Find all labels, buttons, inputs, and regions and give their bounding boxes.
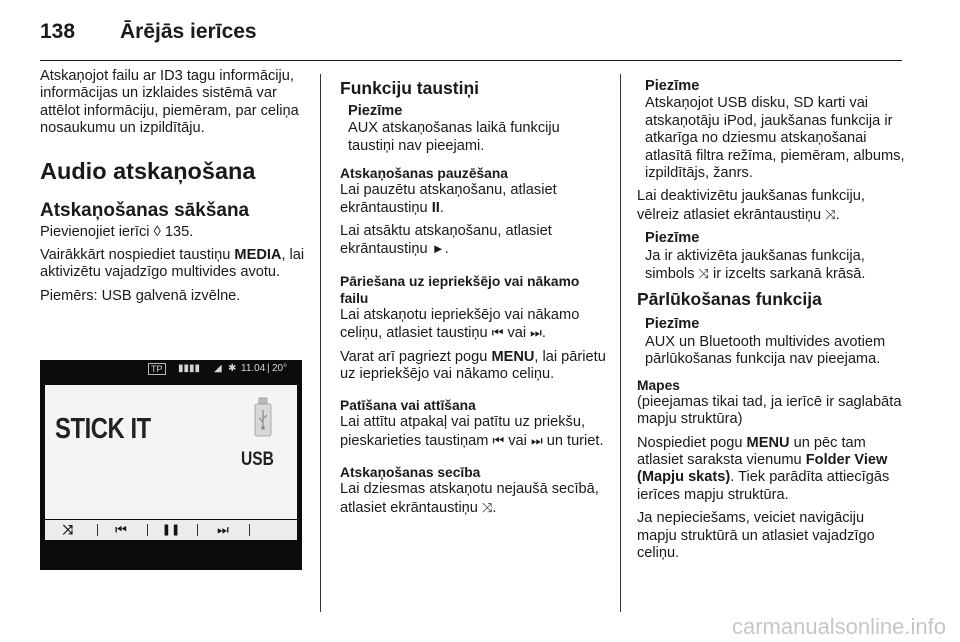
deactivate-shuffle-paragraph: Lai deaktivizētu jaukšanas funkciju, vēlreiz atlasiet ekrāntaustiņu ⤨. <box>637 188 865 223</box>
column-divider-1 <box>320 74 321 612</box>
pause-paragraph: Lai pauzētu atskaņošanu, atlasiet ekrāntaustiņu II. <box>340 182 557 216</box>
play-icon: ► <box>431 241 445 257</box>
reference-paragraph: Pievienojiet ierīci ◊ 135. <box>40 223 194 240</box>
tp-indicator: TP <box>148 363 166 375</box>
heading-pause: Atskaņošanas pauzēšana <box>340 166 508 182</box>
pause-icon[interactable]: ❚❚ <box>161 524 181 536</box>
temperature: 20° <box>272 363 288 374</box>
divider <box>97 524 98 536</box>
fast-forward-paragraph: Lai attītu atpakaļ vai patītu uz priekšu, pieskarieties taustiņam ⏮ vai ⏭ un turiet. <box>340 414 604 449</box>
watermark: carmanualsonline.info <box>731 614 946 639</box>
note-shuffle-highlight: Piezīme Ja ir aktivizēta jaukšanas funkcija, simbols ⤨ ir izcelts sarkanā krāsā. <box>645 230 866 283</box>
resume-paragraph: Lai atsāktu atskaņošanu, atlasiet ekrāntaustiņu ►. <box>340 223 552 258</box>
screen-display <box>45 385 297 519</box>
control-bar <box>45 520 297 540</box>
previous-track-icon: ⏮ <box>491 325 504 341</box>
navigation-paragraph: Ja nepieciešams, veiciet navigāciju mapju struktūrā un atlasiet vajadzīgo celiņu. <box>637 510 875 561</box>
shuffle-icon: ⤨ <box>698 266 709 282</box>
example-caption: Piemērs: USB galvenā izvēlne. <box>40 287 241 304</box>
column-1 <box>40 68 306 311</box>
page-reference-link[interactable]: 135. <box>164 223 194 240</box>
folder-view-label: Folder View (Mapju skats) <box>637 451 888 486</box>
section-heading-audio: Audio atskaņošana <box>40 157 256 184</box>
divider <box>197 524 198 536</box>
previous-track-icon: ⏮ <box>492 432 505 448</box>
section-heading-browse: Pārlūkošanas funkcija <box>637 289 822 310</box>
clock: 11.04 <box>241 363 266 374</box>
divider <box>249 524 250 536</box>
menu-paragraph: Varat arī pagriezt pogu MENU, lai pārietu uz iepriekšējo vai nākamo celiņu. <box>340 348 606 383</box>
heading-skip: Pāriešana uz iepriekšējo vai nākamo failu <box>340 273 580 306</box>
column-divider-2 <box>620 74 621 612</box>
note-browse: Piezīme AUX un Bluetooth multivides avotiem pārlūkošanas funkcija nav pieejama. <box>645 316 886 368</box>
divider <box>147 524 148 536</box>
next-track-icon: ⏭ <box>530 432 543 448</box>
track-title: STICK IT <box>55 413 151 445</box>
heading-play-order: Atskaņošanas secība <box>340 465 481 481</box>
bluetooth-icon: ✱ <box>228 363 237 374</box>
heading-folders: Mapes <box>637 377 680 393</box>
folders-paragraph: (pieejamas tikai tad, ja ierīcē ir saglabāta mapju struktūra) <box>637 393 902 428</box>
usb-stick-icon <box>250 397 276 437</box>
press-menu-paragraph: Nospiediet pogu MENU un pēc tam atlasiet saraksta vienumu Folder View (Mapju skats). Tiek parādīta attiecīgās ierīces mapju struktūra. <box>637 434 890 503</box>
media-button-label: MEDIA <box>234 247 282 264</box>
column-2 <box>340 68 608 523</box>
note-shuffle-filter: Piezīme Atskaņojot USB disku, SD karti vai atskaņotāju iPod, jaukšanas funkcija ir atkarīga no dziesmu atskaņošanai atlasītā filtra režīma, piemēram, albums, izpildītājs, žanrs. <box>645 78 905 182</box>
source-label: USB <box>241 449 274 470</box>
status-bar <box>148 363 296 379</box>
column-3 <box>637 68 905 568</box>
intro-paragraph: Atskaņojot failu ar ID3 tagu informāciju, informācijas un izklaides sistēmā var attēlot informāciju, piemēram, par celiņa nosaukumu un izpildītāju. <box>40 68 299 137</box>
usb-main-menu-screenshot <box>40 360 302 570</box>
note-aux: Piezīme AUX atskaņošanas laikā funkciju taustiņi nav pieejami. <box>348 103 560 154</box>
page-header <box>40 20 902 46</box>
previous-track-icon[interactable]: ⏮ <box>115 522 127 537</box>
pause-icon: II <box>431 199 440 216</box>
subsection-heading-start: Atskaņošanas sākšana <box>40 199 250 221</box>
media-paragraph: Vairākkārt nospiediet taustiņu MEDIA, lai aktivizētu vajadzīgo multivides avotu. <box>40 247 305 281</box>
section-heading-function-keys: Funkciju taustiņi <box>340 78 480 98</box>
page-number: 138 <box>40 20 76 43</box>
menu-button-label: MENU <box>746 434 790 451</box>
skip-paragraph: Lai atskaņotu iepriekšējo vai nākamo celiņu, atlasiet taustiņu ⏮ vai ⏭. <box>340 306 580 342</box>
shuffle-icon[interactable]: ⤨ <box>62 522 74 537</box>
shuffle-icon: ⤨ <box>825 206 836 222</box>
next-track-icon[interactable]: ⏭ <box>217 522 229 537</box>
shuffle-icon: ⤨ <box>481 499 493 515</box>
menu-button-label: MENU <box>491 348 535 365</box>
page-title: Ārējās ierīces <box>120 20 257 43</box>
separator: | <box>267 363 270 374</box>
signal-icon: ◢ <box>214 363 222 374</box>
next-track-icon: ⏭ <box>530 325 542 341</box>
play-order-paragraph: Lai dziesmas atskaņotu nejaušā secībā, atlasiet ekrāntaustiņu ⤨. <box>340 481 599 516</box>
header-rule <box>40 60 902 61</box>
heading-fast-forward: Patīšana vai attīšana <box>340 398 476 414</box>
page-reference-icon: ◊ <box>153 223 161 240</box>
battery-icon: ▮▮▮▮ <box>178 363 201 374</box>
